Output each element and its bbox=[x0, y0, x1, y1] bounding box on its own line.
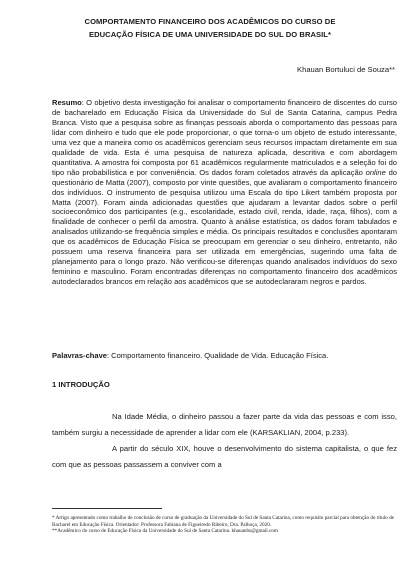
footnote-2: **Acadêmico do curso de Educação Física da Universidade do Sul de Santa Catarina. khauanbs@gmail.com bbox=[52, 528, 278, 535]
abstract-text-part-2: do questionário de Matta (2007), composto por vinte questões, que avaliaram o comportamento financeiro dos indivíduos. O instrumento de pesquisa utilizou uma Escala do tipo Likert também proposta por Matta (2007). Foram ainda adicionadas questões que ajudaram a levantar dados sobre o perfil socioeconômico dos participantes (e.g., escolaridade, estado civil, renda, idade, raça, filhos), com a finalidade de conhecer o perfil da amostra. Quanto à análise estatística, os dados foram tabulados e analisados utilizando-se frequência simples e média. Os principais resultados e conclusões apontaram que os acadêmicos de Educação Física se preocupam em gerenciar o seu dinheiro, entretanto, não possuem uma reserva financeira para ser utilizada em emergências, sugerindo uma falta de planejamento para o longo prazo. Não verificou-se diferenças quando analisados indivíduos do sexo feminino e masculino. Foram encontradas diferenças no comportamento financeiro dos acadêmicos autodeclarados brancos em relação aos acadêmicos que se autodeclararam negros e pardos. bbox=[52, 167, 398, 287]
abstract bbox=[52, 98, 397, 287]
footnote-divider bbox=[52, 508, 162, 509]
keywords-label: Palavras-chave bbox=[52, 351, 107, 360]
abstract-text-part-1: : O objetivo desta investigação foi analisar o comportamento financeiro de discentes do curso de bacharelado em Educação Física da Universidade do Sul de Santa Catarina, campus Pedra Branca. Visto que a pesquisa sobre as finanças pessoais aborda o comportamento das pessoas para lidar com dinheiro e tudo que ele pode proporcionar, o que torna-o um objeto de estudo interessante, uma vez que a maneira como os acadêmicos gerenciam seus recursos impactam diretamente em sua qualidade de vida. Esta é uma pesquisa de natureza aplicada, descritiva e com abordagem quantitativa. A amostra foi composta por 61 acadêmicos regularmente matriculados e a seleção foi do tipo não probabilística e por conveniência. Os dados foram coletados através da aplicação bbox=[52, 98, 397, 177]
footnote-1: * Artigo apresentado como trabalho de conclusão de curso de graduação da Universidade do Sul de Santa Catarina, como requisito parcial para obtenção do título de Bacharel em Educação Física. Orientador: Professora Fabiana de Figueiredo Ribeiro, Dra. Palhoça, 2020. bbox=[52, 515, 394, 528]
body-paragraph-1: Na Idade Média, o dinheiro passou a fazer parte da vida das pessoas e com isso, também surgiu a necessidade de aprender a lidar com ele (KARSAKLIAN, 2004, p.233). bbox=[52, 412, 397, 437]
section-heading: 1 INTRODUÇÃO bbox=[52, 380, 110, 389]
body-text bbox=[52, 409, 397, 473]
author-name: Khauan Bortuluci de Souza** bbox=[297, 65, 395, 74]
abstract-italic-word: online bbox=[365, 167, 386, 177]
footnotes bbox=[52, 515, 397, 535]
body-paragraph-2: A partir do século XIX, houve o desenvolvimento do sistema capitalista, o que fez com que as pessoas passassem a conviver com a bbox=[52, 443, 397, 469]
paper-title-line-2: EDUCAÇÃO FÍSICA DE UMA UNIVERSIDADE DO SUL DO BRASIL* bbox=[88, 30, 331, 39]
abstract-label: Resumo bbox=[52, 98, 82, 107]
keywords bbox=[52, 351, 397, 361]
paper-title-line-1: COMPORTAMENTO FINANCEIRO DOS ACADÊMICOS DO CURSO DE bbox=[84, 17, 336, 26]
keywords-text: : Comportamento financeiro. Qualidade de Vida. Educação Física. bbox=[106, 351, 329, 360]
